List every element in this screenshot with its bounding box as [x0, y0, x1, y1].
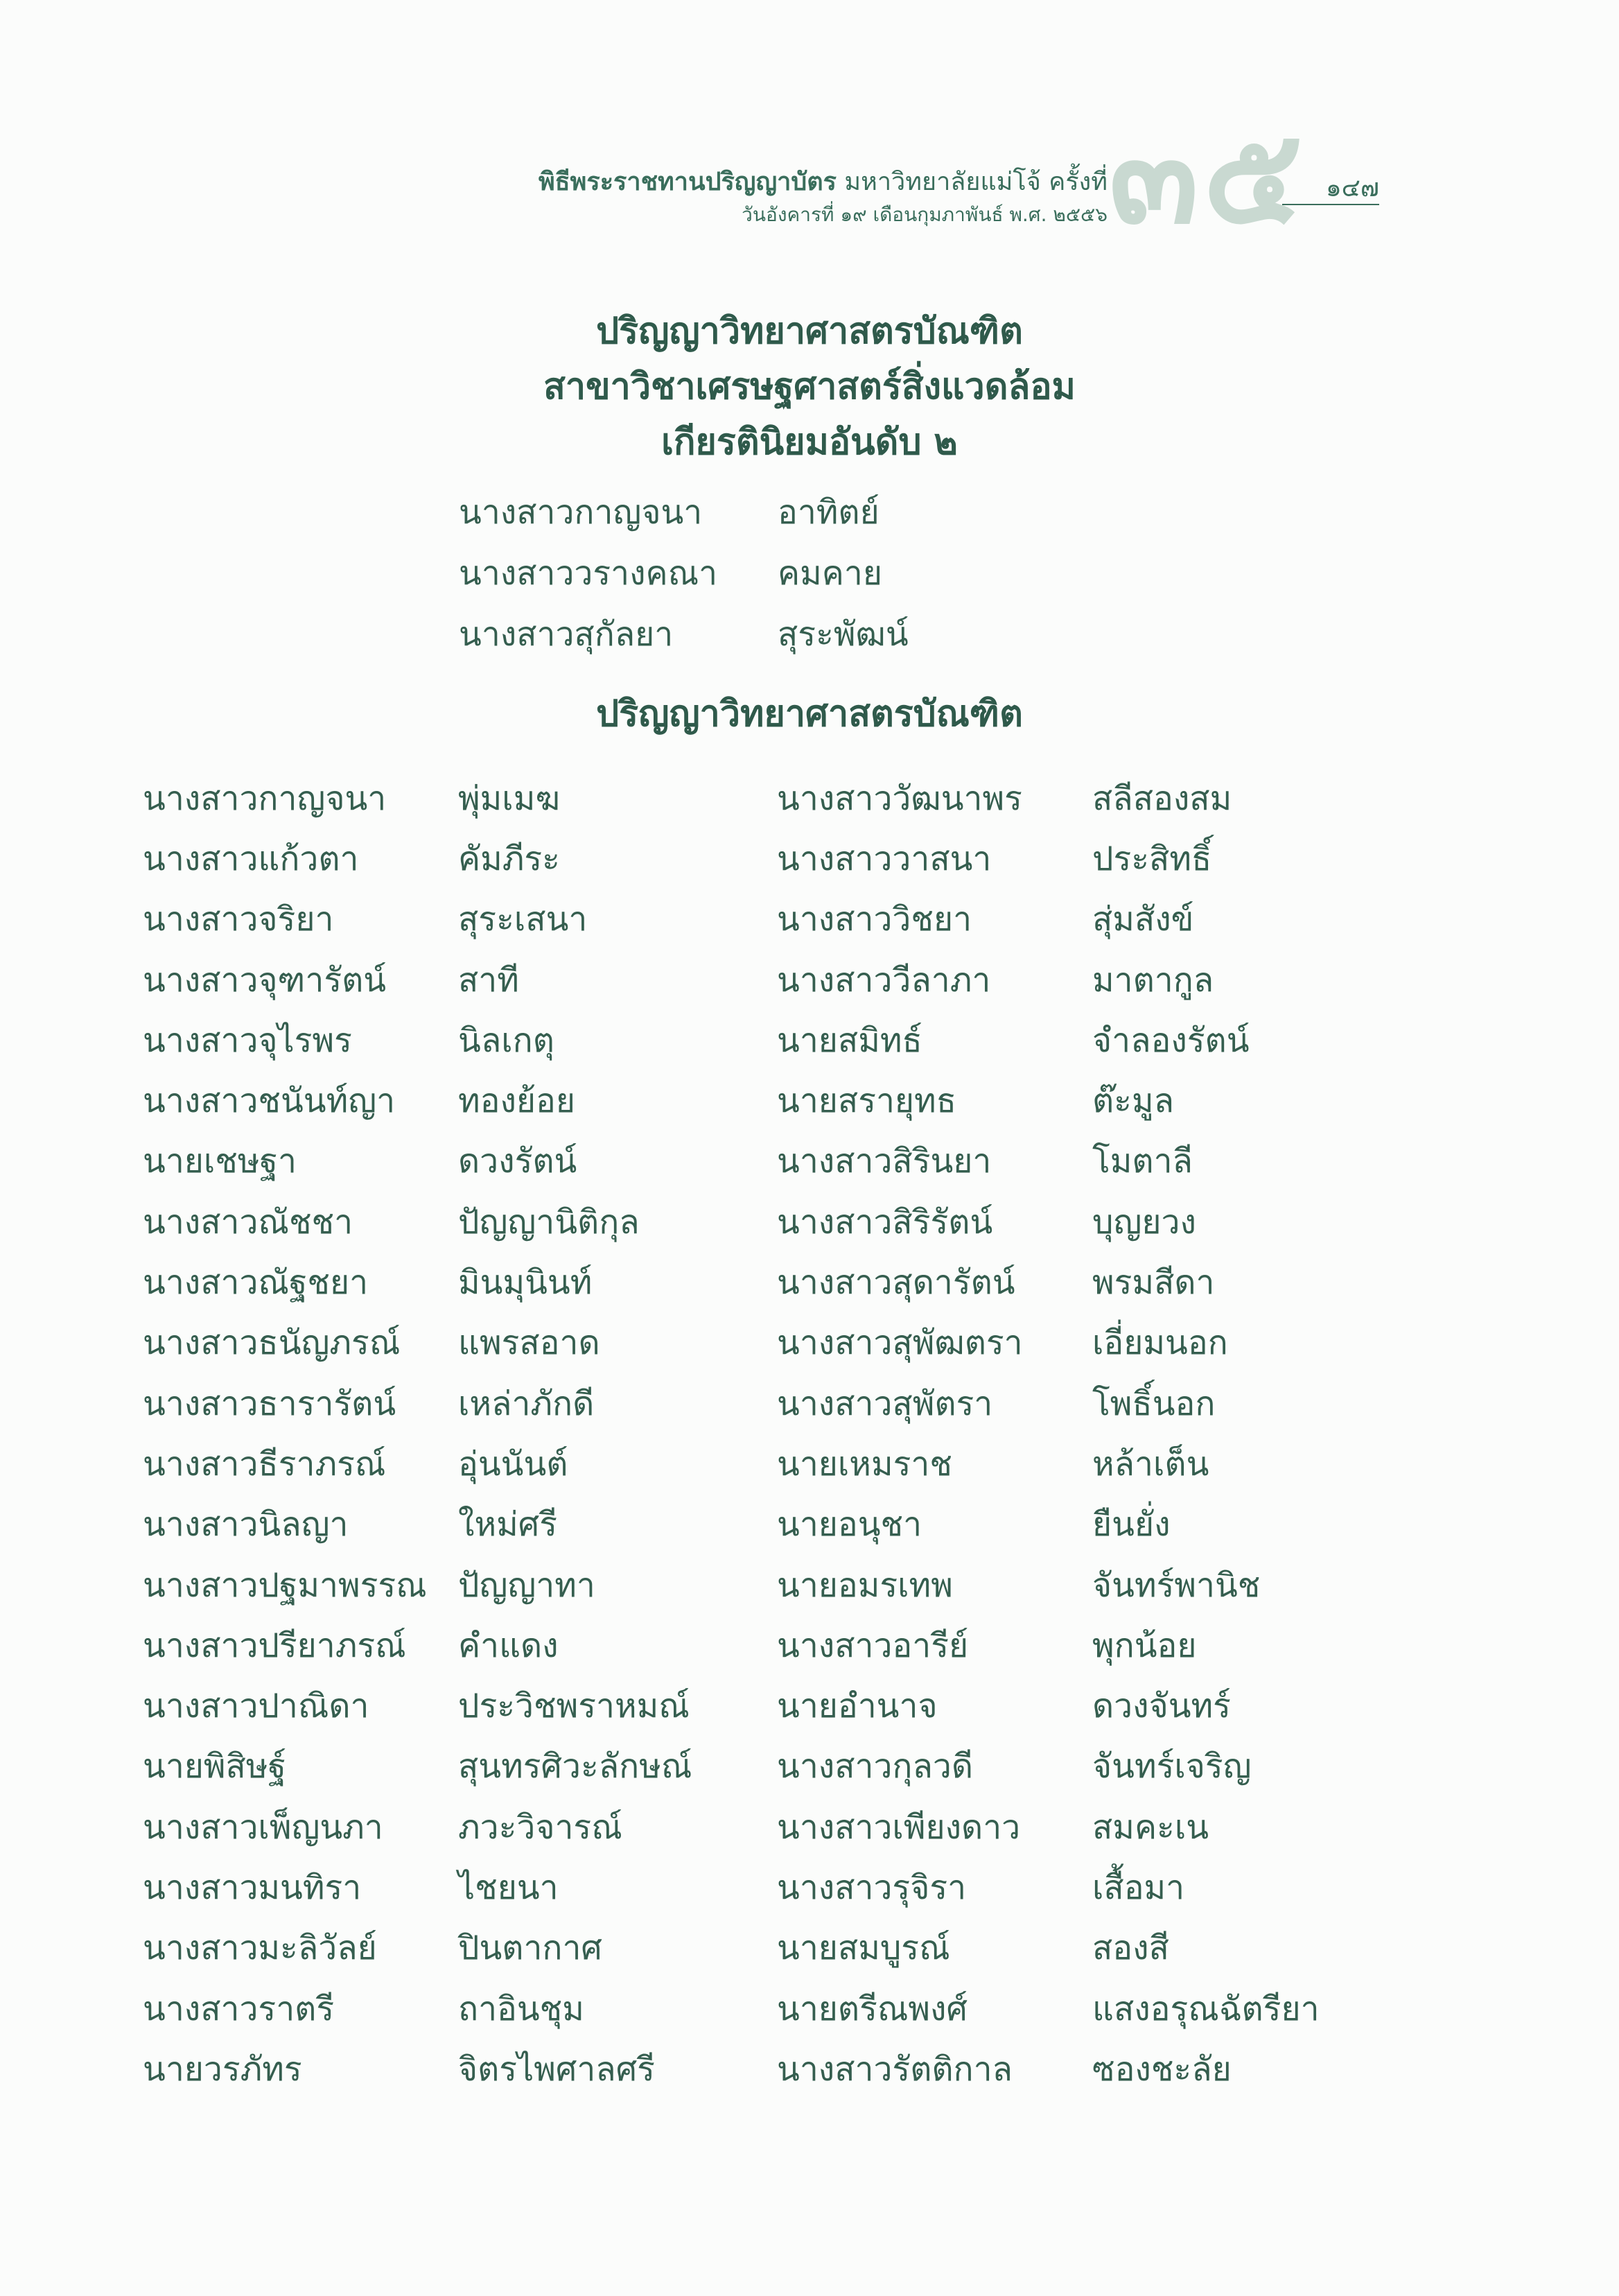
last-name-left: คำแดง	[458, 1626, 559, 1665]
last-name-right: สลีสองสม	[1092, 779, 1232, 818]
first-name-left: นางสาวปรียาภรณ์	[143, 1626, 406, 1665]
list-item	[143, 1797, 1383, 1857]
first-name-right: นางสาวรุจิรา	[777, 1868, 967, 1907]
last-name-right: จำลองรัตน์	[1092, 1020, 1250, 1060]
ceremony-number-watermark: ๓๕	[1109, 100, 1307, 253]
first-name-right: นางสาววิชยา	[777, 900, 972, 939]
list-item	[143, 1857, 1383, 1917]
list-item	[143, 1010, 1383, 1070]
section1-title	[0, 304, 1619, 470]
first-name-left: นางสาวจุไรพร	[143, 1020, 352, 1060]
list-item	[143, 1555, 1383, 1615]
first-name-left: นางสาวธีราภรณ์	[143, 1444, 386, 1484]
last-name-right: แสงอรุณฉัตรียา	[1092, 1989, 1320, 2028]
first-name-right: นายอมรเทพ	[777, 1565, 953, 1605]
first-name-right: นายเหมราช	[777, 1444, 952, 1484]
list-item	[143, 1918, 1383, 1978]
list-item	[143, 1313, 1383, 1373]
last-name-left: พุ่มเมฆ	[458, 779, 560, 818]
header-line-1	[539, 165, 1108, 200]
last-name-right: ซองชะลัย	[1092, 2049, 1232, 2089]
list-item	[459, 482, 1069, 543]
honors-name-list	[459, 482, 1069, 665]
last-name-left: คัมภีระ	[458, 839, 560, 878]
first-name-left: นางสาวมนทิรา	[143, 1868, 362, 1907]
list-item	[459, 604, 1069, 665]
last-name-left: ดวงรัตน์	[458, 1142, 577, 1181]
degree-title: ปริญญาวิทยาศาสตรบัณฑิต	[596, 311, 1023, 352]
first-name-left: นางสาวมะลิวัลย์	[143, 1929, 377, 1968]
last-name-right: เอี่ยมนอก	[1092, 1323, 1228, 1363]
last-name-left: ถาอินชุม	[458, 1989, 584, 2028]
first-name-right: นางสาวอารีย์	[777, 1626, 969, 1665]
first-name-right: นายตรีณพงศ์	[777, 1989, 968, 2028]
last-name-left: ประวิชพราหมณ์	[458, 1687, 690, 1726]
last-name-right: หล้าเต็น	[1092, 1444, 1209, 1484]
list-item	[143, 889, 1383, 950]
first-name-left: นางสาวณัชชา	[143, 1202, 353, 1242]
first-name-left: นางสาวเพ็ญนภา	[143, 1807, 383, 1847]
first-name-left: นางสาวแก้วตา	[143, 839, 359, 878]
first-name-left: นางสาวนิลญา	[143, 1505, 349, 1545]
last-name-right: โมตาลี	[1092, 1142, 1193, 1181]
last-name-right: สองสี	[1092, 1929, 1169, 1968]
list-item	[143, 828, 1383, 889]
first-name-right: นายอนุชา	[777, 1505, 922, 1545]
list-item	[143, 1434, 1383, 1494]
last-name-left: ปัญญาทา	[458, 1565, 595, 1605]
last-name-left: จิตรไพศาลศรี	[458, 2049, 655, 2089]
last-name-right: มาตากูล	[1092, 960, 1214, 1000]
last-name-right: โพธิ์นอก	[1092, 1384, 1216, 1423]
list-item	[143, 2039, 1383, 2099]
first-name-left: นายวรภัทร	[143, 2049, 302, 2089]
last-name-right: จันทร์พานิช	[1092, 1565, 1261, 1605]
list-item	[143, 1615, 1383, 1676]
last-name-right: บุญยวง	[1092, 1202, 1196, 1242]
last-name-left: นิลเกตุ	[458, 1020, 554, 1060]
first-name-left: นางสาวณัฐชยา	[143, 1263, 369, 1303]
first-name-right: นางสาวสุดารัตน์	[777, 1263, 1015, 1303]
last-name-left: สุนทรศิวะลักษณ์	[458, 1747, 692, 1786]
first-name-left: นางสาวกาญจนา	[143, 779, 387, 818]
last-name-right: ประสิทธิ์	[1092, 839, 1212, 878]
first-name-right: นายสมบูรณ์	[777, 1929, 950, 1968]
first-name-left: นางสาวราตรี	[143, 1989, 335, 2028]
last-name-right: พุกน้อย	[1092, 1626, 1197, 1665]
graduate-name-list	[143, 768, 1383, 2100]
last-name-left: แพรสอาด	[458, 1323, 600, 1363]
list-item	[143, 1676, 1383, 1736]
list-item	[459, 543, 1069, 604]
ceremony-date: วันอังคารที่ ๑๙ เดือนกุมภาพันธ์ พ.ศ. ๒๕๕๖	[742, 203, 1108, 226]
first-name-right: นางสาวสุพัฒตรา	[777, 1323, 1023, 1363]
first-name-right: นายสรายุทธ	[777, 1081, 956, 1121]
first-name-right: นางสาวเพียงดาว	[777, 1807, 1021, 1847]
list-item	[143, 950, 1383, 1010]
list-item	[143, 1495, 1383, 1555]
first-name-left: นายพิสิษฐ์	[143, 1747, 286, 1786]
major-title: สาขาวิชาเศรษฐศาสตร์สิ่งแวดล้อม	[543, 366, 1076, 408]
first-name-right: นางสาวรัตติกาล	[777, 2049, 1013, 2089]
list-item	[143, 1373, 1383, 1434]
first-name-left: นางสาวจริยา	[143, 900, 334, 939]
first-name-right: นางสาวสิรินยา	[777, 1142, 992, 1181]
last-name: คมคาย	[778, 554, 882, 593]
list-item	[143, 1131, 1383, 1192]
last-name-left: ทองย้อย	[458, 1081, 575, 1121]
list-item	[143, 1737, 1383, 1797]
first-name-left: นางสาวธารารัตน์	[143, 1384, 396, 1423]
last-name-right: ดวงจันทร์	[1092, 1687, 1231, 1726]
first-name: นางสาวกาญจนา	[459, 493, 703, 532]
list-item	[143, 1192, 1383, 1252]
list-item	[143, 1978, 1383, 2039]
first-name-left: นางสาวจุฑารัตน์	[143, 960, 387, 1000]
last-name-right: พรมสีดา	[1092, 1263, 1215, 1303]
first-name: นางสาววรางคณา	[459, 554, 718, 593]
first-name-right: นายสมิทธ์	[777, 1020, 922, 1060]
last-name: สุระพัฒน์	[778, 615, 909, 654]
last-name-right: ยืนยั่ง	[1092, 1505, 1171, 1545]
section2-title: ปริญญาวิทยาศาสตรบัณฑิต	[596, 693, 1023, 735]
last-name-left: มินมุนินท์	[458, 1263, 593, 1303]
last-name-right: เสื้อมา	[1092, 1868, 1185, 1907]
last-name-left: อุ่นนันต์	[458, 1444, 568, 1484]
last-name-left: ปัญญานิติกุล	[458, 1202, 640, 1242]
ceremony-title: พิธีพระราชทานปริญญาบัตร	[538, 168, 837, 196]
first-name-left: นางสาวปฐมาพรรณ	[143, 1565, 427, 1605]
honors-title: เกียรตินิยมอันดับ ๒	[661, 421, 958, 463]
list-item	[143, 1252, 1383, 1312]
page-header	[539, 165, 1108, 230]
first-name-right: นางสาววาสนา	[777, 839, 992, 878]
page-number: ๑๔๗	[1282, 173, 1379, 205]
last-name-right: ต๊ะมูล	[1092, 1081, 1175, 1121]
last-name-right: จันทร์เจริญ	[1092, 1747, 1252, 1786]
last-name-right: สุ่มสังข์	[1092, 900, 1194, 939]
last-name-left: เหล่าภักดี	[458, 1384, 595, 1423]
first-name-left: นางสาวธนัญภรณ์	[143, 1323, 401, 1363]
last-name-right: สมคะเน	[1092, 1807, 1209, 1847]
first-name-left: นางสาวชนันท์ญา	[143, 1081, 396, 1121]
first-name-right: นางสาวกุลวดี	[777, 1747, 974, 1786]
list-item	[143, 768, 1383, 828]
last-name-left: ใหม่ศรี	[458, 1505, 557, 1545]
first-name-left: นางสาวปาณิดา	[143, 1687, 369, 1726]
last-name-left: ปินตากาศ	[458, 1929, 602, 1968]
last-name-left: ภวะวิจารณ์	[458, 1807, 622, 1847]
university-name: มหาวิทยาลัยแม่โจ้ ครั้งที่	[844, 168, 1108, 196]
last-name-left: ไชยนา	[458, 1868, 559, 1907]
first-name-right: นางสาวสิริรัตน์	[777, 1202, 993, 1242]
last-name-left: สุระเสนา	[458, 900, 588, 939]
last-name-left: สาที	[458, 960, 519, 1000]
first-name-right: นางสาววัฒนาพร	[777, 779, 1022, 818]
first-name-right: นางสาวสุพัตรา	[777, 1384, 993, 1423]
first-name-right: นางสาววีลาภา	[777, 960, 991, 1000]
last-name: อาทิตย์	[778, 493, 879, 532]
first-name: นางสาวสุกัลยา	[459, 615, 674, 654]
first-name-left: นายเชษฐา	[143, 1142, 297, 1181]
first-name-right: นายอำนาจ	[777, 1687, 938, 1726]
list-item	[143, 1070, 1383, 1131]
